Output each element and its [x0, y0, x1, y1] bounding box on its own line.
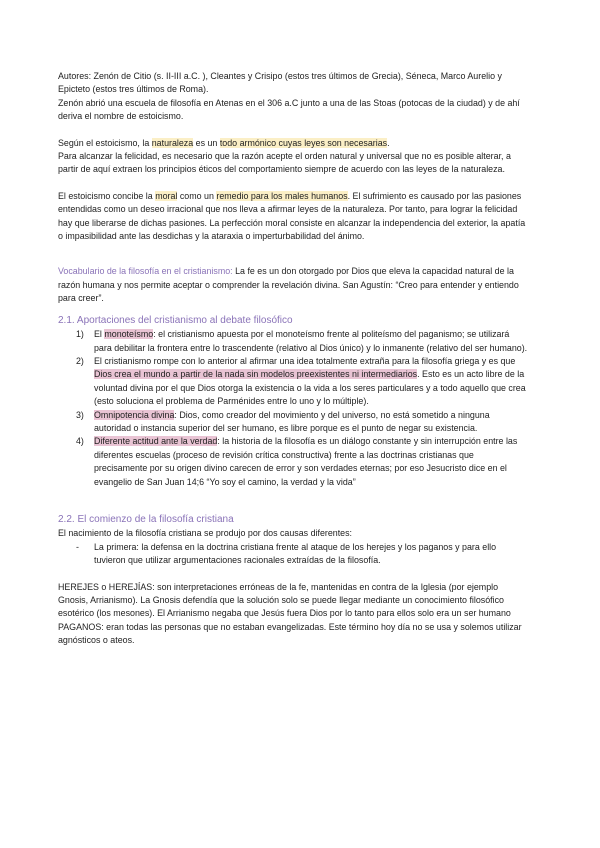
- authors-paragraph: Autores: Zenón de Citio (s. II-III a.C. ), Cleantes y Crisipo (estos tres últimos de Grecia), Séneca, Marco Aurelio y Epicteto (estos tres últimos de Roma). Zenón abrió una escuela de filosofía en Atenas en el 306 a.C junto a una de las Stoas (potocas de la ciudad) y de ahí deriva el nombre de estoicismo.: [58, 71, 520, 122]
- highlight-moral: moral: [155, 190, 178, 201]
- highlight-monoteismo: monoteísmo: [104, 329, 154, 340]
- section-2-1-heading: 2.1. Aportaciones del cristianismo al debate filosófico: [58, 314, 293, 326]
- contributions-list: [58, 328, 528, 489]
- section-2-2-intro: El nacimiento de la filosofía cristiana se produjo por dos causas diferentes:: [58, 528, 353, 539]
- highlight-omnipotencia: Omnipotencia divina: [94, 409, 175, 420]
- list-item: 3) Omnipotencia divina: Dios, como creador del movimiento y del universo, no está sometido a ninguna autoridad o instancia superior del ser humano, es libre porque es el punto de negar su existencia.: [76, 409, 490, 433]
- list-item: 2) El cristianismo rompe con lo anterior al afirmar una idea totalmente extraña para la filosofía griega y es que Dios crea el mundo a partir de la nada sin modelos preexistentes ni intermediarios. Esto es un acto libre de la voluntad divina por el que Dios otorga la existencia o la vida a los seres particulares y a todo aquello que crea (esto soluciona el problema de Parménides entre lo uno y lo múltiple).: [76, 355, 526, 407]
- moral-paragraph: El estoicismo concibe la moral como un remedio para los males humanos. El sufrimiento es causado por las pasiones entendidas como un deseo irracional que nos lleva a afirmar leyes de la naturaleza. Por tanto, para lograr la felicidad hay que liberarse de dichas pasiones. La perfección moral consiste en alcanzar la independencia del exterior, la apatía o impasibilidad ante las desdichas y la ataraxia o imperturbabilidad del ánimo.: [58, 190, 526, 242]
- highlight-armonico: todo armónico cuyas leyes son necesarias: [219, 137, 388, 148]
- paganos-paragraph: PAGANOS: eran todas las personas que no estaban evangelizadas. Este término hoy día no se usa y solemos utilizar agnósticos o ateos.: [58, 621, 522, 646]
- list-item: 1) El monoteísmo: el cristianismo apuesta por el monoteísmo frente al politeísmo del paganismo; se utilizará para debilitar la frontera entre lo trascendente (relativo al Dios único) y lo inmanente (relativo del ser humano).: [76, 329, 528, 353]
- highlight-remedio: remedio para los males humanos: [216, 190, 348, 201]
- causes-list: [58, 541, 528, 568]
- list-item: - La primera: la defensa en la doctrina cristiana frente al ataque de los herejes y los paganos y para ello tuvieron que utilizar argumentaciones racionales extraídas de la filosofía.: [76, 541, 497, 566]
- highlight-verdad: Diferente actitud ante la verdad: [94, 436, 218, 447]
- document-page: [58, 70, 528, 648]
- highlight-dios-crea: Dios crea el mundo a partir de la nada sin modelos preexistentes ni intermediarios: [94, 369, 418, 380]
- vocabulary-label: Vocabulario de la filosofía en el cristianismo:: [58, 266, 233, 277]
- nature-paragraph: Según el estoicismo, la naturaleza es un todo armónico cuyas leyes son necesarias. Para alcanzar la felicidad, es necesario que la razón acepte el orden natural y universal que no es posible alterar, a partir de aquí extraen los principios éticos del comportamiento siempre de acuerdo con las leyes de la naturaleza.: [58, 137, 511, 175]
- herejes-paragraph: HEREJES o HEREJÍAS: son interpretaciones erróneas de la fe, mantenidas en contra de la Iglesia (por ejemplo Gnosis, Arrianismo). La Gnosis defendía que la solución solo se puede llegar mediante un conocimiento filosófico esotérico (los mesones). El Arrianismo negaba que Jesús fuera Dios por lo tanto para ellos solo era un ser humano: [58, 581, 511, 619]
- section-2-2-heading: 2.2. El comienzo de la filosofía cristiana: [58, 513, 234, 525]
- highlight-naturaleza: naturaleza: [151, 137, 194, 148]
- vocabulary-paragraph: Vocabulario de la filosofía en el cristianismo: La fe es un don otorgado por Dios que eleva la capacidad natural de la razón humana y nos permite aceptar o comprender la revelación divina. San Agustín: “Creo para entender y entiendo para creer”.: [58, 266, 519, 304]
- list-item: 4) Diferente actitud ante la verdad: la historia de la filosofía es un diálogo constante y sin interrupción entre las diferentes escuelas (proceso de revisión crítica constructiva) frente a las doctrinas cristianas que precisamente por su origen divino carecen de error y son verdades eternas; por eso Jesucristo dice en el evangelio de San Juan 14;6 “Yo soy el camino, la verdad y la vida”: [76, 436, 518, 487]
